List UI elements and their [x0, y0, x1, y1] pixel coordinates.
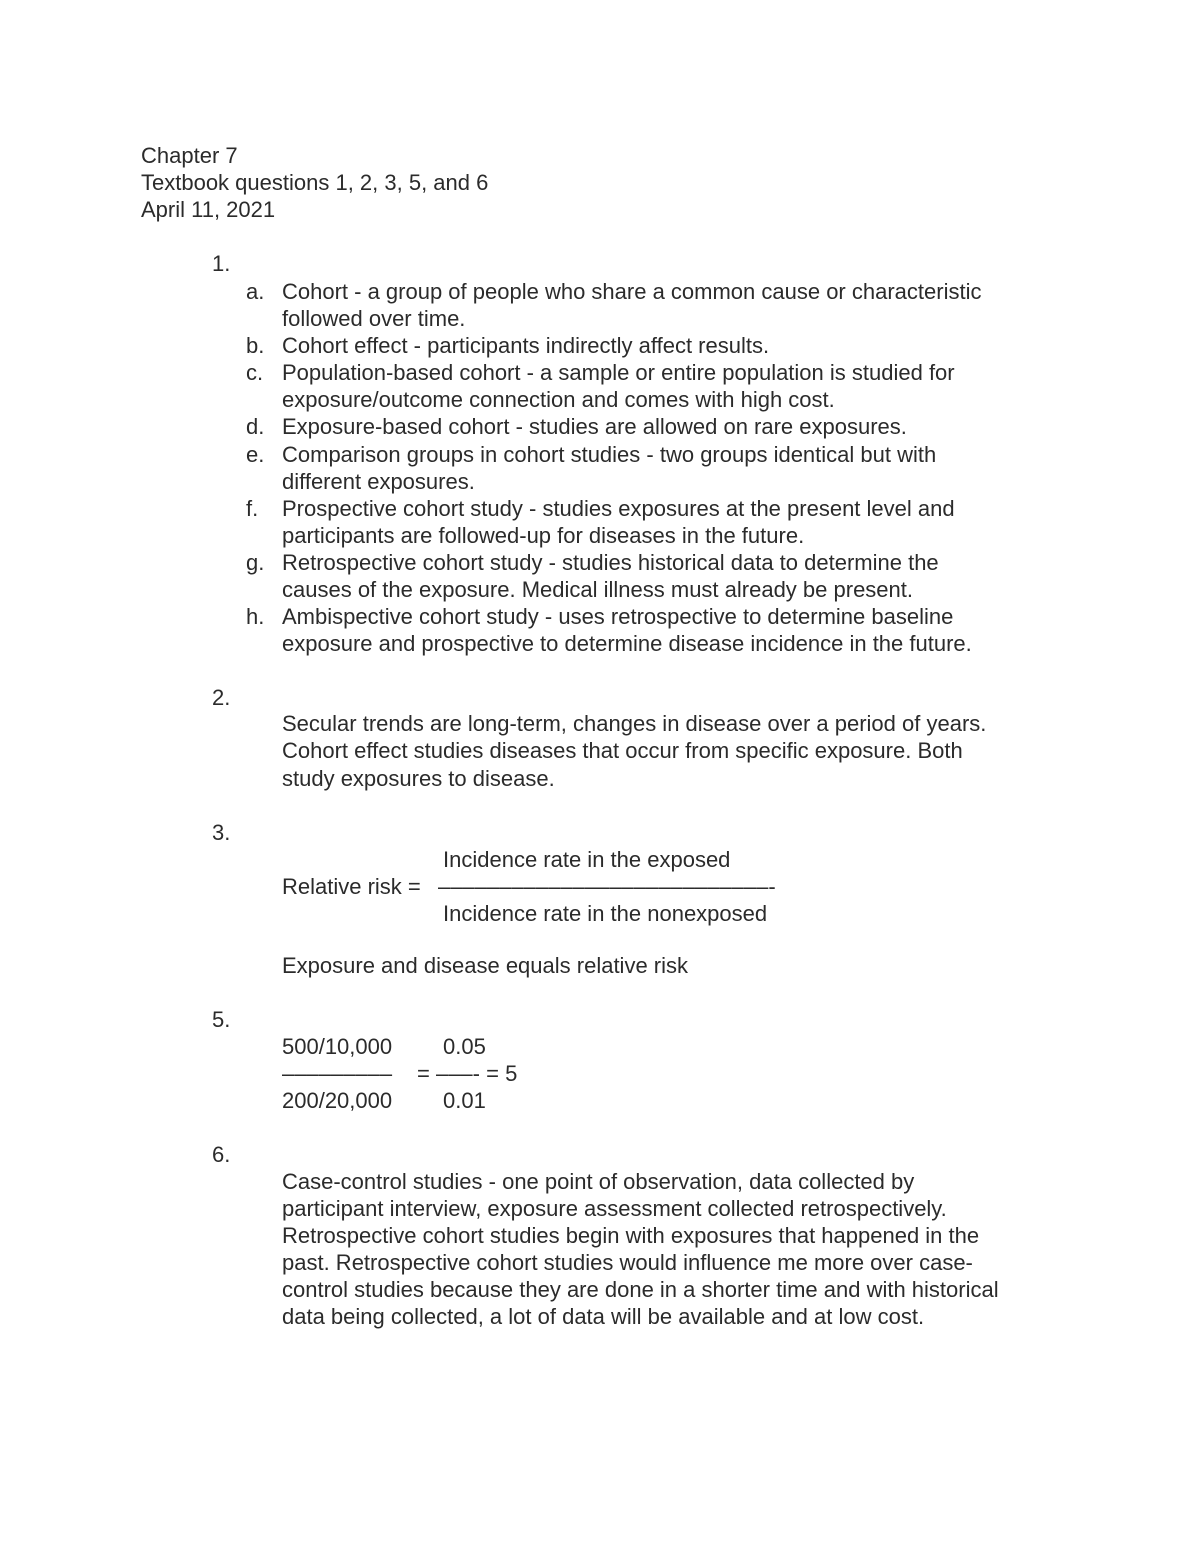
q5-result: = –––- = 5: [417, 1061, 518, 1086]
q3-formula-divider: –––––––––––––––––––––––––––-: [438, 874, 776, 899]
date-line: April 11, 2021: [141, 197, 276, 222]
q1-item-b-line: Cohort effect - participants indirectly affect results.: [282, 333, 770, 358]
q1-item-h-letter: h.: [246, 604, 265, 629]
q1-item-g-line: Retrospective cohort study - studies historical data to determine the: [282, 550, 939, 575]
question-5-number: 5.: [212, 1007, 231, 1032]
q3-answer-note: Exposure and disease equals relative risk: [282, 953, 689, 978]
q1-item-h-line: Ambispective cohort study - uses retrospective to determine baseline: [282, 604, 954, 629]
q3-formula-denominator: Incidence rate in the nonexposed: [443, 901, 768, 926]
q5-divider: –––––––––: [282, 1061, 393, 1086]
q3-formula-numerator: Incidence rate in the exposed: [443, 847, 731, 872]
q1-item-d-letter: d.: [246, 414, 265, 439]
q1-item-f-line: participants are followed-up for diseases in the future.: [282, 523, 805, 548]
q1-item-a-letter: a.: [246, 279, 265, 304]
q1-item-d-line: Exposure-based cohort - studies are allowed on rare exposures.: [282, 414, 907, 439]
q2-answer-line: study exposures to disease.: [282, 766, 555, 791]
question-3-number: 3.: [212, 820, 231, 845]
q1-item-e-line: Comparison groups in cohort studies - two groups identical but with: [282, 442, 937, 467]
q6-answer-line: Case-control studies - one point of observation, data collected by: [282, 1169, 915, 1194]
q1-item-g-line: causes of the exposure. Medical illness must already be present.: [282, 577, 913, 602]
q5-denominator-decimal: 0.01: [443, 1088, 486, 1113]
q1-item-c-letter: c.: [246, 360, 264, 385]
q6-answer-line: control studies because they are done in a shorter time and with historical: [282, 1277, 999, 1302]
q2-answer-line: Secular trends are long-term, changes in disease over a period of years.: [282, 711, 987, 736]
q1-item-f-letter: f.: [246, 496, 259, 521]
q2-answer-line: Cohort effect studies diseases that occur from specific exposure. Both: [282, 738, 963, 763]
q1-item-c-line: exposure/outcome connection and comes with high cost.: [282, 387, 835, 412]
assignment-line: Textbook questions 1, 2, 3, 5, and 6: [141, 170, 489, 195]
q6-answer-line: participant interview, exposure assessment collected retrospectively.: [282, 1196, 947, 1221]
q6-answer-line: data being collected, a lot of data will be available and at low cost.: [282, 1304, 925, 1329]
question-2-number: 2.: [212, 685, 231, 710]
question-1-number: 1.: [212, 251, 231, 276]
q5-numerator-decimal: 0.05: [443, 1034, 486, 1059]
q6-answer-line: Retrospective cohort studies begin with exposures that happened in the: [282, 1223, 980, 1248]
q1-item-b-letter: b.: [246, 333, 265, 358]
q1-item-e-line: different exposures.: [282, 469, 475, 494]
q6-answer-line: past. Retrospective cohort studies would influence me more over case-: [282, 1250, 973, 1275]
question-6-number: 6.: [212, 1142, 231, 1167]
q1-item-a-line: Cohort - a group of people who share a common cause or characteristic: [282, 279, 982, 304]
chapter-title: Chapter 7: [141, 143, 238, 168]
q1-item-c-line: Population-based cohort - a sample or entire population is studied for: [282, 360, 955, 385]
q1-item-g-letter: g.: [246, 550, 265, 575]
q1-item-a-line: followed over time.: [282, 306, 466, 331]
q1-item-f-line: Prospective cohort study - studies exposures at the present level and: [282, 496, 955, 521]
q3-formula-label: Relative risk =: [282, 874, 421, 899]
q5-denominator-fraction: 200/20,000: [282, 1088, 393, 1113]
q1-item-e-letter: e.: [246, 442, 265, 467]
q1-item-h-line: exposure and prospective to determine disease incidence in the future.: [282, 631, 972, 656]
q5-numerator-fraction: 500/10,000: [282, 1034, 393, 1059]
